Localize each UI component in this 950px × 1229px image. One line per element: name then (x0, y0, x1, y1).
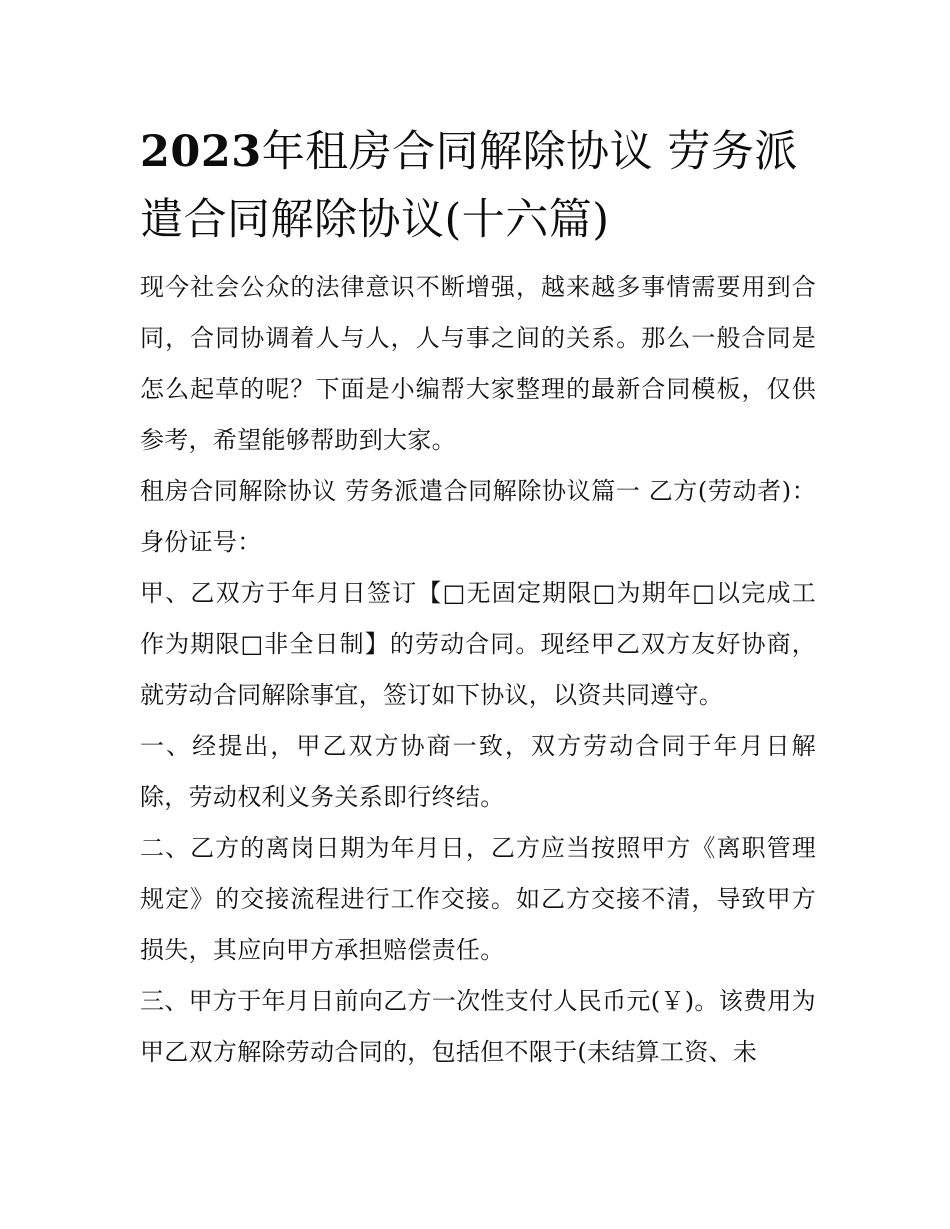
intro-paragraph: 现今社会公众的法律意识不断增强，越来越多事情需要用到合同，合同协调着人与人，人与事之间的关系。那么一般合同是怎么起草的呢？下面是小编帮大家整理的最新合同模板，仅供参考，希望能够帮助到大家。 (140, 273, 816, 454)
clause-three-paragraph: 三、甲方于年月日前向乙方一次性支付人民币元(￥)。该费用为甲乙双方解除劳动合同的，包括但不限于(未结算工资、未 (140, 987, 816, 1066)
paragraph-list (140, 262, 816, 1078)
contract-signing-paragraph: 甲、乙双方于年月日签订【□无固定期限□为期年□以完成工作为期限□非全日制】的劳动合同。现经甲乙双方友好协商，就劳动合同解除事宜，签订如下协议，以资共同遵守。 (140, 579, 816, 709)
title-text: 年租房合同解除协议 劳务派遣合同解除协议(十六篇) (140, 127, 798, 245)
clause-one-paragraph: 一、经提出，甲乙双方协商一致，双方劳动合同于年月日解除，劳动权利义务关系即行终结。 (140, 732, 816, 811)
section-heading-paragraph: 租房合同解除协议 劳务派遣合同解除协议篇一 乙方(劳动者)：身份证号： (140, 477, 816, 556)
clause-two-paragraph: 二、乙方的离岗日期为年月日，乙方应当按照甲方《离职管理规定》的交接流程进行工作交接。如乙方交接不清，导致甲方损失，其应向甲方承担赔偿责任。 (140, 834, 816, 964)
document-title (140, 118, 816, 254)
title-year: 2023 (140, 127, 262, 177)
document-body (140, 118, 816, 1078)
